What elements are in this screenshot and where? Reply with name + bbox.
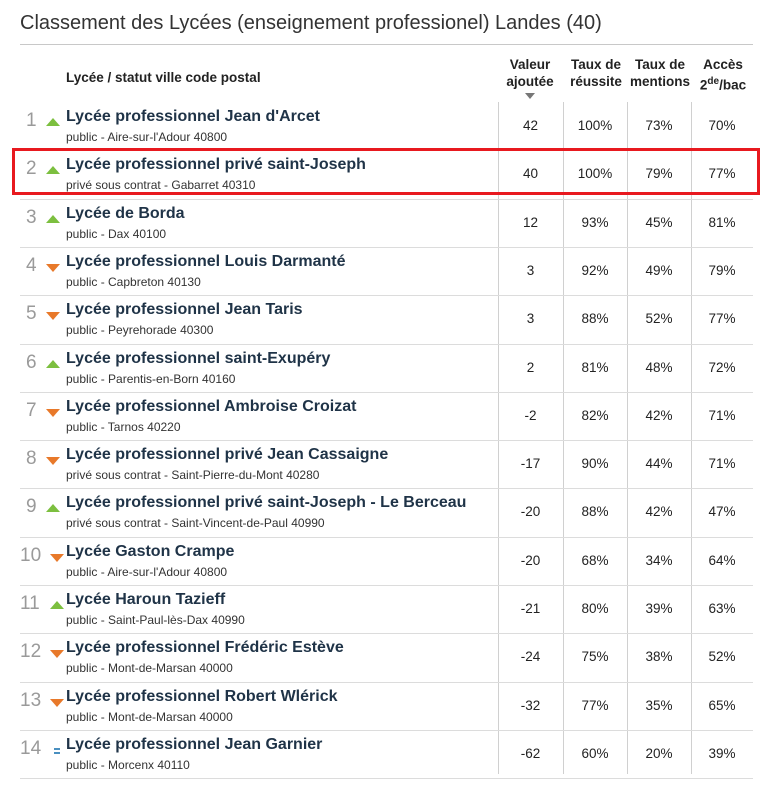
cell-mentions: 44% bbox=[645, 456, 673, 472]
trend-down-icon bbox=[50, 554, 64, 562]
rank-number: 9 bbox=[26, 496, 37, 518]
school-status-location: privé sous contrat - Saint-Pierre-du-Mont 40280 bbox=[66, 468, 320, 483]
cell-acces: 72% bbox=[708, 359, 736, 375]
header-line: 2de/bac bbox=[699, 76, 747, 93]
school-name-link[interactable]: Lycée de Borda bbox=[66, 204, 185, 222]
cell-valeur: 12 bbox=[522, 214, 539, 230]
rank-number: 13 bbox=[20, 689, 42, 711]
header-line: Taux de bbox=[634, 57, 685, 72]
table-row[interactable] bbox=[20, 440, 753, 488]
cell-mentions: 42% bbox=[645, 504, 673, 520]
school-name-link[interactable]: Lycée professionnel Frédéric Estève bbox=[66, 639, 344, 657]
cell-valeur: -32 bbox=[520, 697, 541, 713]
cell-reussite: 100% bbox=[577, 118, 613, 133]
table-row[interactable] bbox=[20, 392, 753, 440]
school-name-link[interactable]: Lycée professionnel privé saint-Joseph bbox=[66, 156, 366, 174]
school-name-link[interactable]: Lycée professionnel Louis Darmanté bbox=[66, 252, 346, 270]
school-name-link[interactable]: Lycée professionnel Jean Garnier bbox=[66, 735, 323, 753]
table-row[interactable] bbox=[20, 102, 753, 150]
rank-number: 5 bbox=[26, 303, 37, 325]
cell-valeur: -2 bbox=[524, 407, 537, 423]
header-line: mentions bbox=[629, 74, 690, 89]
cell-mentions: 35% bbox=[645, 697, 673, 713]
cell-mentions: 38% bbox=[645, 649, 673, 665]
rank-number: 6 bbox=[26, 351, 37, 373]
cell-mentions: 79% bbox=[645, 166, 673, 182]
school-name-link[interactable]: Lycée professionnel privé saint-Joseph - Le Berceau bbox=[66, 494, 467, 512]
trend-up-icon bbox=[46, 118, 60, 126]
cell-reussite: 92% bbox=[581, 262, 609, 278]
cell-reussite: 75% bbox=[581, 649, 609, 665]
cell-acces: 79% bbox=[708, 262, 736, 278]
cell-acces: 52% bbox=[708, 649, 736, 665]
trend-down-icon bbox=[46, 312, 60, 320]
cell-mentions: 20% bbox=[645, 745, 673, 761]
cell-acces: 70% bbox=[708, 118, 736, 133]
cell-reussite: 81% bbox=[581, 359, 609, 375]
school-status-location: privé sous contrat - Saint-Vincent-de-Paul 40990 bbox=[66, 516, 325, 531]
rank-number: 12 bbox=[20, 641, 42, 663]
trend-down-icon bbox=[46, 264, 60, 272]
trend-down-icon bbox=[46, 409, 60, 417]
rank-number: 1 bbox=[26, 110, 37, 131]
header-line: réussite bbox=[570, 74, 622, 89]
cell-acces: 47% bbox=[708, 504, 736, 520]
table-row[interactable] bbox=[20, 295, 753, 343]
school-status-location: public - Peyrehorade 40300 bbox=[66, 323, 214, 338]
row-divider bbox=[20, 778, 753, 779]
cell-mentions: 45% bbox=[645, 214, 673, 230]
highlight-box bbox=[12, 148, 760, 195]
cell-acces: 64% bbox=[708, 552, 736, 568]
cell-mentions: 73% bbox=[645, 118, 673, 133]
cell-reussite: 77% bbox=[581, 697, 609, 713]
trend-up-icon bbox=[50, 601, 64, 609]
school-status-location: public - Tarnos 40220 bbox=[66, 419, 181, 434]
rank-number: 7 bbox=[26, 399, 37, 421]
school-status-location: public - Saint-Paul-lès-Dax 40990 bbox=[66, 613, 245, 627]
cell-valeur: 3 bbox=[526, 311, 535, 327]
table-row[interactable] bbox=[20, 585, 753, 633]
cell-valeur: 40 bbox=[522, 166, 539, 182]
school-name-link[interactable]: Lycée Gaston Crampe bbox=[66, 542, 235, 560]
school-status-location: public - Mont-de-Marsan 40000 bbox=[66, 709, 233, 724]
header-line: Taux de bbox=[570, 57, 621, 72]
cell-acces: 81% bbox=[708, 214, 736, 230]
cell-acces: 71% bbox=[708, 456, 736, 472]
cell-valeur: -24 bbox=[520, 649, 541, 665]
cell-reussite: 90% bbox=[581, 456, 609, 472]
rank-number: 14 bbox=[20, 737, 42, 759]
cell-valeur: -20 bbox=[520, 552, 541, 568]
trend-equal-icon bbox=[54, 748, 60, 754]
header-line: Valeur bbox=[509, 57, 551, 72]
cell-acces: 71% bbox=[708, 407, 736, 423]
cell-acces: 39% bbox=[708, 745, 736, 761]
title-divider bbox=[20, 44, 753, 45]
school-name-link[interactable]: Lycée professionnel privé Jean Cassaigne bbox=[66, 446, 389, 464]
school-status-location: public - Parentis-en-Born 40160 bbox=[66, 371, 236, 386]
trend-up-icon bbox=[46, 360, 60, 368]
header-line: ajoutée bbox=[506, 74, 554, 89]
column-header-valeur-ajoutee[interactable] bbox=[500, 56, 560, 99]
cell-valeur: -17 bbox=[520, 456, 541, 472]
sort-descending-icon[interactable] bbox=[525, 93, 535, 99]
trend-down-icon bbox=[50, 650, 64, 658]
school-name-link[interactable]: Lycée professionnel Jean d'Arcet bbox=[66, 108, 320, 125]
cell-mentions: 49% bbox=[645, 262, 673, 278]
table-row[interactable] bbox=[20, 537, 753, 585]
cell-reussite: 82% bbox=[581, 407, 609, 423]
school-status-location: public - Aire-sur-l'Adour 40800 bbox=[66, 130, 228, 144]
cell-acces: 65% bbox=[708, 697, 736, 713]
school-name-link[interactable]: Lycée professionnel saint-Exupéry bbox=[66, 349, 331, 367]
school-status-location: public - Capbreton 40130 bbox=[66, 274, 201, 289]
column-header-taux-mentions[interactable] bbox=[626, 56, 694, 90]
trend-up-icon bbox=[46, 215, 60, 223]
rank-number: 10 bbox=[20, 544, 42, 566]
cell-valeur: -62 bbox=[520, 745, 541, 761]
school-name-link[interactable]: Lycée professionnel Ambroise Croizat bbox=[66, 397, 357, 415]
trend-up-icon bbox=[46, 504, 60, 512]
school-name-link[interactable]: Lycée professionnel Jean Taris bbox=[66, 301, 303, 319]
school-status-location: privé sous contrat - Gabarret 40310 bbox=[66, 178, 256, 193]
cell-mentions: 39% bbox=[645, 601, 673, 616]
cell-mentions: 42% bbox=[645, 407, 673, 423]
school-name-link[interactable]: Lycée professionnel Robert Wlérick bbox=[66, 687, 338, 705]
rank-number: 4 bbox=[26, 254, 37, 276]
rank-number: 8 bbox=[26, 448, 37, 470]
cell-valeur: -21 bbox=[520, 601, 541, 616]
trend-down-icon bbox=[50, 699, 64, 707]
cell-mentions: 48% bbox=[645, 359, 673, 375]
cell-acces: 77% bbox=[708, 311, 736, 327]
cell-mentions: 34% bbox=[645, 552, 673, 568]
school-status-location: public - Morcenx 40110 bbox=[66, 757, 190, 772]
table-row[interactable] bbox=[20, 730, 753, 778]
cell-reussite: 60% bbox=[581, 745, 609, 761]
school-status-location: public - Aire-sur-l'Adour 40800 bbox=[66, 564, 228, 579]
cell-acces: 63% bbox=[708, 601, 736, 616]
column-header-taux-reussite[interactable] bbox=[563, 56, 629, 90]
table-row[interactable] bbox=[20, 344, 753, 392]
cell-valeur: 3 bbox=[526, 262, 535, 278]
cell-reussite: 100% bbox=[577, 166, 613, 182]
page-title: Classement des Lycées (enseignement professionel) Landes (40) bbox=[20, 12, 602, 34]
cell-valeur: 42 bbox=[522, 118, 539, 133]
trend-down-icon bbox=[46, 457, 60, 465]
cell-reussite: 68% bbox=[581, 552, 609, 568]
cell-mentions: 52% bbox=[645, 311, 673, 327]
cell-reussite: 88% bbox=[581, 504, 609, 520]
cell-acces: 77% bbox=[708, 166, 736, 182]
table-row[interactable] bbox=[20, 199, 753, 247]
header-line: Accès bbox=[703, 57, 743, 72]
table-row[interactable] bbox=[20, 247, 753, 295]
column-header-school: Lycée / statut ville code postal bbox=[66, 70, 261, 85]
rank-number: 2 bbox=[26, 158, 37, 180]
table-row[interactable] bbox=[20, 682, 753, 730]
rank-number: 3 bbox=[26, 206, 37, 228]
rank-number: 11 bbox=[20, 593, 40, 614]
cell-valeur: 2 bbox=[526, 359, 535, 375]
school-status-location: public - Dax 40100 bbox=[66, 226, 167, 241]
cell-valeur: -20 bbox=[520, 504, 541, 520]
table-row[interactable] bbox=[20, 488, 753, 536]
cell-reussite: 93% bbox=[581, 214, 609, 230]
cell-reussite: 88% bbox=[581, 311, 609, 327]
school-name-link[interactable]: Lycée Haroun Tazieff bbox=[66, 591, 226, 608]
table-row[interactable] bbox=[20, 633, 753, 681]
cell-reussite: 80% bbox=[581, 601, 609, 616]
column-header-acces[interactable] bbox=[692, 56, 754, 94]
school-status-location: public - Mont-de-Marsan 40000 bbox=[66, 661, 233, 676]
